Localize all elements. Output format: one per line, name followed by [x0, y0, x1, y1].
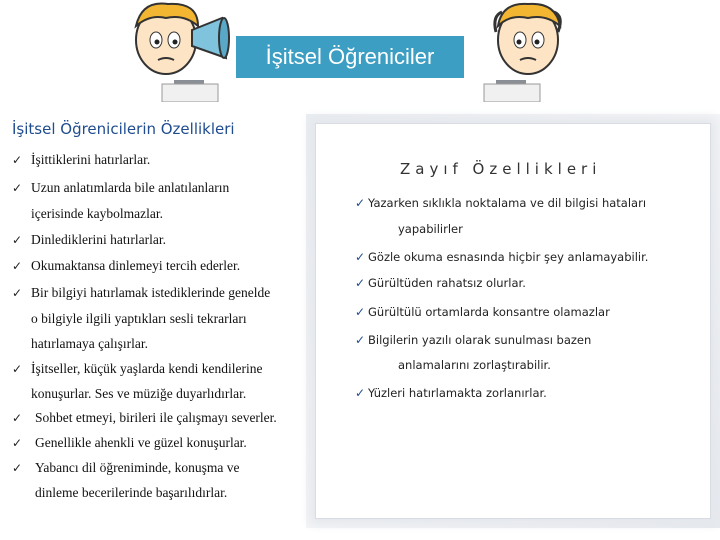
listening-boy-illustration-right [466, 0, 574, 102]
weaknesses-card [316, 124, 710, 518]
check-icon: ✓ [12, 181, 23, 195]
strength-item: Dinlediklerini hatırlarlar. [31, 232, 166, 247]
banner-title: İşitsel Öğreniciler [265, 44, 435, 69]
strength-item: Sohbet etmeyi, birileri ile çalışmayı severler. [35, 410, 277, 425]
strength-item: İşitseller, küçük yaşlarda kendi kendilerine [31, 361, 263, 376]
weakness-item: Gürültüden rahatsız olurlar. [368, 276, 526, 290]
check-icon: ✓ [355, 250, 366, 264]
check-icon: ✓ [12, 286, 23, 300]
check-icon: ✓ [12, 259, 23, 273]
weakness-item: Yüzleri hatırlamakta zorlanırlar. [368, 386, 547, 400]
title-banner [236, 36, 464, 78]
strength-item: İşittiklerini hatırlarlar. [31, 152, 151, 167]
weaknesses-card-title: Zayıf Özellikleri [400, 160, 602, 178]
check-icon: ✓ [355, 386, 366, 400]
strength-item: hatırlamaya çalışırlar. [31, 336, 148, 351]
strength-item: konuşurlar. Ses ve müziğe duyarlıdırlar. [31, 386, 247, 401]
strength-item: Bir bilgiyi hatırlamak istediklerinde genelde [31, 285, 271, 300]
check-icon: ✓ [355, 196, 366, 210]
strength-item: o bilgiyle ilgili yaptıkları sesli tekrarları [31, 311, 247, 326]
weakness-item: Yazarken sıklıkla noktalama ve dil bilgisi hataları [368, 196, 647, 210]
check-icon: ✓ [355, 333, 366, 347]
check-icon: ✓ [12, 436, 23, 450]
check-icon: ✓ [12, 461, 23, 475]
strength-item: Genellikle ahenkli ve güzel konuşurlar. [35, 435, 247, 450]
check-icon: ✓ [12, 233, 23, 247]
strength-item: içerisinde kaybolmazlar. [31, 206, 163, 221]
weakness-item: Gözle okuma esnasında hiçbir şey anlamayabilir. [368, 250, 649, 264]
section-title: İşitsel Öğrenicilerin Özellikleri [12, 120, 235, 138]
strength-item: Yabancı dil öğreniminde, konuşma ve [35, 460, 240, 475]
check-icon: ✓ [12, 411, 23, 425]
check-icon: ✓ [355, 305, 366, 319]
listening-boy-illustration-left [122, 0, 230, 102]
weakness-item: Bilgilerin yazılı olarak sunulması bazen [368, 333, 592, 347]
strength-item: dinleme becerilerinde başarılıdırlar. [35, 485, 228, 500]
check-icon: ✓ [12, 153, 23, 167]
weakness-item: anlamalarını zorlaştırabilir. [398, 358, 551, 372]
strength-item: Uzun anlatımlarda bile anlatılanların [31, 180, 230, 195]
weakness-item: Gürültülü ortamlarda konsantre olamazlar [368, 305, 610, 319]
strength-item: Okumaktansa dinlemeyi tercih ederler. [31, 258, 241, 273]
check-icon: ✓ [355, 276, 366, 290]
weakness-item: yapabilirler [398, 222, 463, 236]
check-icon: ✓ [12, 362, 23, 376]
